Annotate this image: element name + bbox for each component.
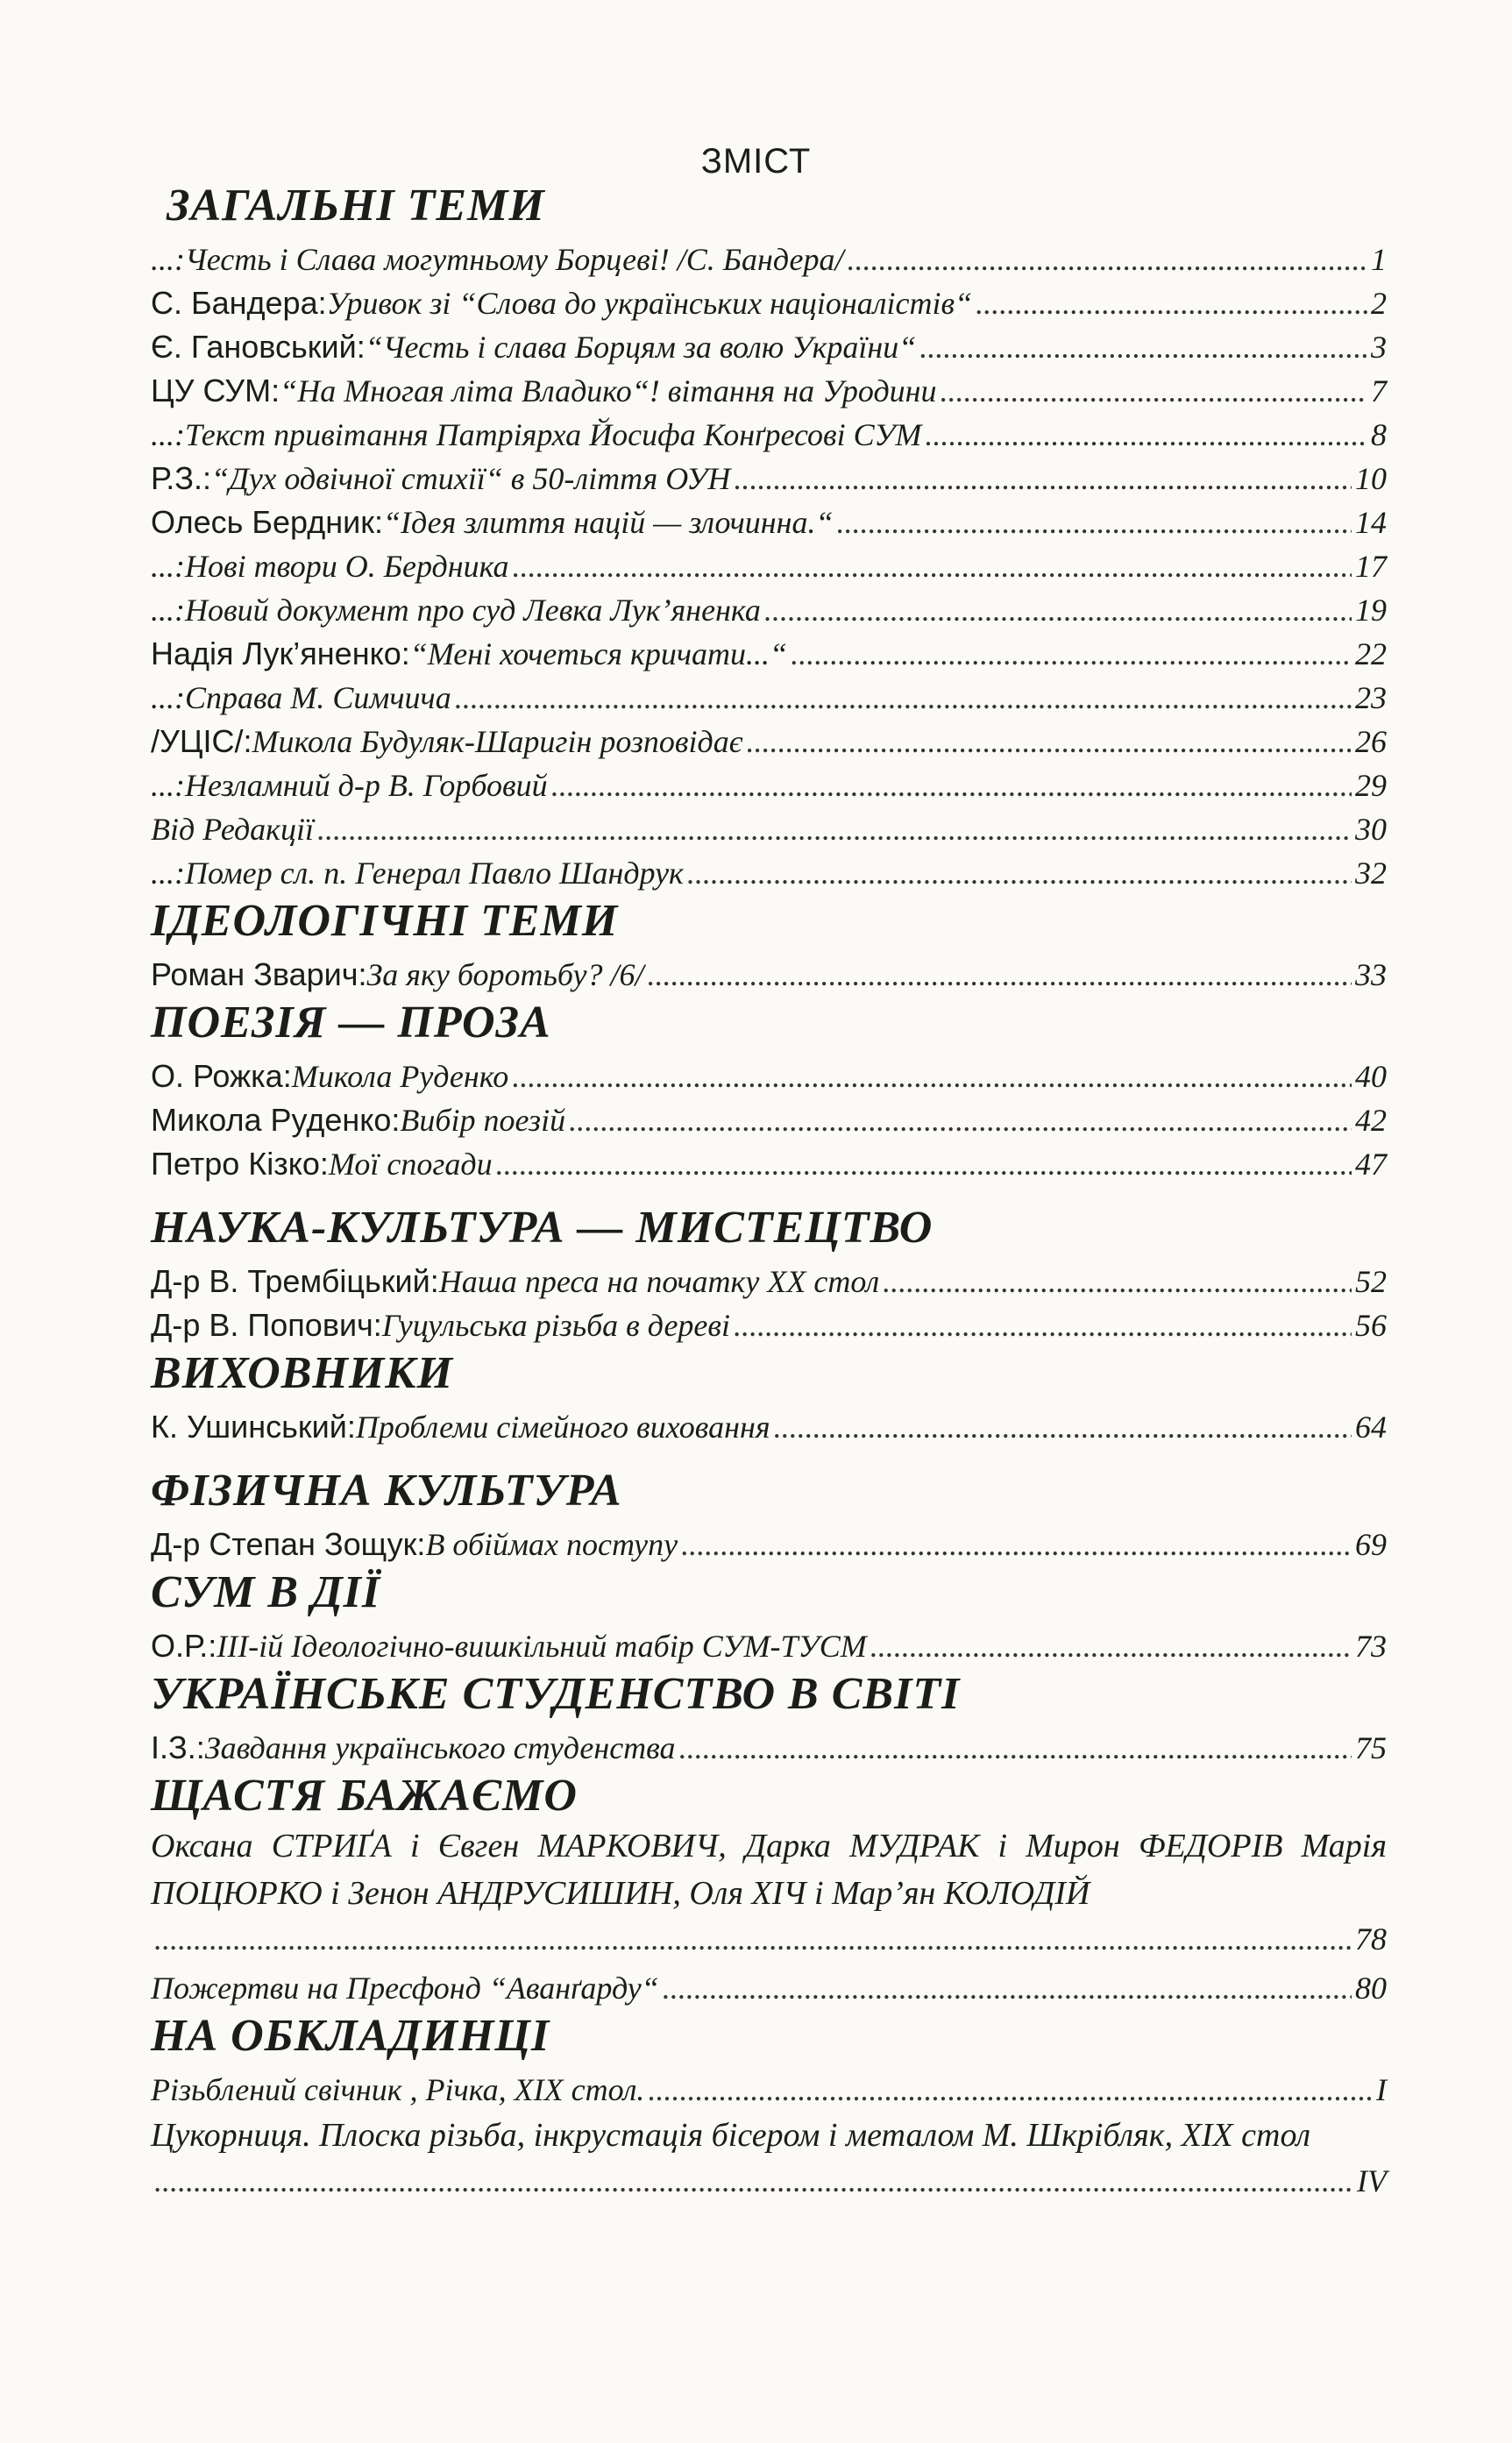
leader-dots xyxy=(746,720,1352,763)
section-physical xyxy=(151,1465,1387,1566)
entry-title: Мої спогади xyxy=(328,1147,493,1182)
entry-title: Уривок зі “Слова до українських націоналістів“ xyxy=(326,286,973,321)
entry-title: В обіймах поступу xyxy=(425,1527,678,1562)
entry-title: Новий документ про суд Левка Лук’яненка xyxy=(185,593,761,628)
page-number: 75 xyxy=(1355,1730,1387,1765)
entry-title: Текст привітання Патріярха Йосифа Конґресові СУМ xyxy=(185,417,922,452)
section-heading: ЗАГАЛЬНІ ТЕМИ xyxy=(167,181,545,231)
section-heading: ІДЕОЛОГІЧНІ ТЕМИ xyxy=(151,896,619,946)
entry-title: “Дух одвічної стихії“ в 50-ліття ОУН xyxy=(210,461,731,496)
entry-prefix: ...: xyxy=(151,593,185,628)
entry-author: Роман Зварич: xyxy=(151,956,367,992)
page-number: 56 xyxy=(1355,1308,1387,1343)
leader-dots xyxy=(551,763,1352,807)
toc-entry xyxy=(151,1055,1387,1098)
section-ideology xyxy=(151,895,1387,997)
leader-dots xyxy=(512,1055,1352,1098)
toc-entry xyxy=(151,501,1387,544)
page-number: 14 xyxy=(1355,505,1387,540)
entry-author: О.Р.: xyxy=(151,1628,217,1664)
page-number: IV xyxy=(1357,2163,1387,2198)
entry-title: Честь і Слава могутньому Борцеві! /С. Бандера/ xyxy=(185,242,844,277)
toc-entry xyxy=(151,1098,1387,1142)
entry-title: Микола Руденко xyxy=(291,1059,509,1094)
page-number: 40 xyxy=(1355,1059,1387,1094)
entry-title: Гуцульська різьба в дереві xyxy=(381,1308,731,1343)
leader-dots xyxy=(513,544,1352,588)
entry-author: С. Бандера: xyxy=(151,285,327,321)
page-number: 2 xyxy=(1371,286,1387,321)
section-sum xyxy=(151,1566,1387,1668)
entry-title: Нові твори О. Бердника xyxy=(185,549,509,584)
entry-prefix: ...: xyxy=(151,242,185,277)
toc-entry xyxy=(151,238,1387,281)
section-heading: ЩАСТЯ БАЖАЄМО xyxy=(151,1771,578,1821)
leader-dots xyxy=(764,588,1352,632)
entry-title: Пожертви на Пресфонд “Аванґарду“ xyxy=(151,1971,659,2006)
page-number: 26 xyxy=(1355,724,1387,759)
section-science xyxy=(151,1202,1387,1347)
leader-dots xyxy=(154,1917,1352,1961)
page-number: 8 xyxy=(1371,417,1387,452)
leader-dots xyxy=(919,325,1367,369)
leader-dots xyxy=(496,1142,1352,1186)
leader-dots xyxy=(925,413,1367,457)
entry-title: “На Многая літа Владико“! вітання на Уродини xyxy=(280,373,937,408)
entry-title: “Мені хочеться кричати...“ xyxy=(409,636,788,671)
entry-author: Д-р В. Попович: xyxy=(151,1307,382,1343)
entry-author: О. Рожка: xyxy=(151,1058,292,1094)
section-heading: ВИХОВНИКИ xyxy=(151,1348,454,1398)
leader-dots xyxy=(455,676,1352,720)
leader-dots xyxy=(847,238,1367,281)
entry-prefix: ...: xyxy=(151,549,185,584)
section-poetry xyxy=(151,997,1387,1186)
leader-dots xyxy=(681,1523,1352,1566)
toc-entry xyxy=(151,676,1387,720)
page-number: 73 xyxy=(1355,1629,1387,1664)
leader-dots xyxy=(734,457,1352,501)
toc-entry xyxy=(151,413,1387,457)
entry-title: Вибір поезій xyxy=(400,1103,566,1138)
toc-entry xyxy=(151,1303,1387,1347)
section-heading: ПОЕЗІЯ — ПРОЗА xyxy=(151,998,551,1048)
section-heading: УКРАЇНСЬКЕ СТУДЕНСТВО В СВІТІ xyxy=(151,1669,961,1719)
leader-dots xyxy=(883,1260,1352,1303)
entry-title: Різьблений свічник , Річка, XIX стол. xyxy=(151,2072,645,2107)
leader-dots xyxy=(734,1303,1352,1347)
toc-entry xyxy=(151,1624,1387,1668)
toc-entry xyxy=(151,1260,1387,1303)
leader-dots xyxy=(791,632,1352,676)
section-heading: СУМ В ДІЇ xyxy=(151,1567,381,1617)
toc-entry xyxy=(151,281,1387,325)
page-number: 17 xyxy=(1355,549,1387,584)
page-number: 52 xyxy=(1355,1264,1387,1299)
page-number: 10 xyxy=(1355,461,1387,496)
section-educators xyxy=(151,1347,1387,1449)
entry-title: Проблеми сімейного виховання xyxy=(355,1410,770,1445)
page-number: 19 xyxy=(1355,593,1387,628)
toc-entry xyxy=(151,1405,1387,1449)
wishes-names: Оксана СТРИҐА і Євген МАРКОВИЧ, Дарка МУДРАК і Мирон ФЕДОРІВ Марія ПОЦЮРКО і Зенон АНДРУСИШИН, Оля ХІЧ і Мар’ян КОЛОДІЙ xyxy=(151,1828,1387,1912)
cover-item-2 xyxy=(151,2112,1387,2159)
entry-title: Незламний д-р В. Горбовий xyxy=(185,768,548,803)
entry-author: Д-р Степан Зощук: xyxy=(151,1526,426,1562)
page-number: 22 xyxy=(1355,636,1387,671)
entry-author: Микола Руденко: xyxy=(151,1102,401,1138)
leader-dots xyxy=(569,1098,1352,1142)
toc-entry xyxy=(151,1726,1387,1770)
page-number: 23 xyxy=(1355,680,1387,715)
section-general xyxy=(151,180,1387,895)
toc-entry xyxy=(151,1142,1387,1186)
page-number: 32 xyxy=(1355,856,1387,891)
entry-title: За яку боротьбу? /6/ xyxy=(366,957,644,992)
page-number: 64 xyxy=(1355,1410,1387,1445)
leader-dots xyxy=(648,953,1352,997)
entry-author: К. Ушинський: xyxy=(151,1409,356,1445)
entry-author: Д-р В. Трембіцький: xyxy=(151,1263,439,1299)
leader-dots xyxy=(976,281,1367,325)
page-number: 3 xyxy=(1371,330,1387,365)
toc-entry xyxy=(151,2068,1387,2112)
entry-title: Справа М. Симчича xyxy=(185,680,451,715)
entry-author: Надія Лук’яненко: xyxy=(151,636,410,671)
entry-prefix: ...: xyxy=(151,417,185,452)
entry-title: “Честь і слава Борцям за волю України“ xyxy=(365,330,917,365)
entry-title: Микола Будуляк-Шаригін розповідає xyxy=(252,724,743,759)
page-number: 42 xyxy=(1355,1103,1387,1138)
toc-entry xyxy=(151,544,1387,588)
entry-title: Цукорниця. Плоска різьба, інкрустація бісером і металом М. Шкрібляк, XIX стол xyxy=(151,2117,1311,2154)
leader-dots xyxy=(317,807,1352,851)
page-number: 7 xyxy=(1371,373,1387,408)
toc-entry xyxy=(151,2159,1387,2203)
page-number: 78 xyxy=(1355,1921,1387,1957)
section-heading: НАУКА-КУЛЬТУРА — МИСТЕЦТВО xyxy=(151,1203,933,1253)
toc-entry xyxy=(151,851,1387,895)
entry-title: Наша преса на початку XX стол xyxy=(438,1264,880,1299)
page-number: 47 xyxy=(1355,1147,1387,1182)
page-number: 30 xyxy=(1355,812,1387,847)
toc-entry xyxy=(151,1523,1387,1566)
toc-entry xyxy=(151,632,1387,676)
toc-entry xyxy=(151,1917,1387,1961)
page-number: 69 xyxy=(1355,1527,1387,1562)
leader-dots xyxy=(941,369,1367,413)
toc-entry xyxy=(151,720,1387,763)
page-number: 29 xyxy=(1355,768,1387,803)
entry-prefix: ...: xyxy=(151,768,185,803)
table-of-contents xyxy=(151,180,1387,2203)
leader-dots xyxy=(679,1726,1352,1770)
section-heading: НА ОБКЛАДИНЦІ xyxy=(151,2011,550,2061)
section-heading: ФІЗИЧНА КУЛЬТУРА xyxy=(151,1466,622,1516)
entry-author: Олесь Бердник: xyxy=(151,504,383,540)
entry-author: І.З.: xyxy=(151,1729,205,1765)
entry-author: Є. Гановський: xyxy=(151,329,366,365)
entry-author: ЦУ СУМ: xyxy=(151,373,280,408)
toc-entry xyxy=(151,1966,1387,2010)
leader-dots xyxy=(687,851,1352,895)
page-number: I xyxy=(1376,2072,1387,2107)
toc-entry xyxy=(151,457,1387,501)
section-students xyxy=(151,1668,1387,1770)
entry-title: Помер сл. п. Генерал Павло Шандрук xyxy=(185,856,684,891)
entry-prefix: ...: xyxy=(151,680,185,715)
entry-title: “Ідея злиття націй — злочинна.“ xyxy=(382,505,834,540)
leader-dots xyxy=(648,2068,1373,2112)
entry-prefix: ...: xyxy=(151,856,185,891)
page-number: 33 xyxy=(1355,957,1387,992)
toc-entry xyxy=(151,325,1387,369)
page-title: ЗМІСТ xyxy=(700,142,812,181)
entry-title: Завдання українського студенства xyxy=(204,1730,676,1765)
leader-dots xyxy=(837,501,1352,544)
entry-author: /УЦІС/: xyxy=(151,723,252,759)
toc-entry xyxy=(151,763,1387,807)
entry-author: Р.З.: xyxy=(151,460,211,496)
entry-title: III-ій Ідеологічно-вишкільний табір СУМ-ТУСМ xyxy=(217,1629,867,1664)
section-cover xyxy=(151,2010,1387,2203)
page-number: 80 xyxy=(1355,1971,1387,2006)
toc-entry xyxy=(151,807,1387,851)
entry-title: Від Редакції xyxy=(151,812,315,847)
entry-author: Петро Кізко: xyxy=(151,1146,329,1182)
leader-dots xyxy=(154,2159,1353,2203)
toc-entry xyxy=(151,588,1387,632)
page-number: 1 xyxy=(1371,242,1387,277)
toc-entry xyxy=(151,953,1387,997)
leader-dots xyxy=(663,1966,1352,2010)
toc-entry xyxy=(151,369,1387,413)
section-wishes xyxy=(151,1770,1387,2010)
leader-dots xyxy=(774,1405,1352,1449)
leader-dots xyxy=(870,1624,1352,1668)
